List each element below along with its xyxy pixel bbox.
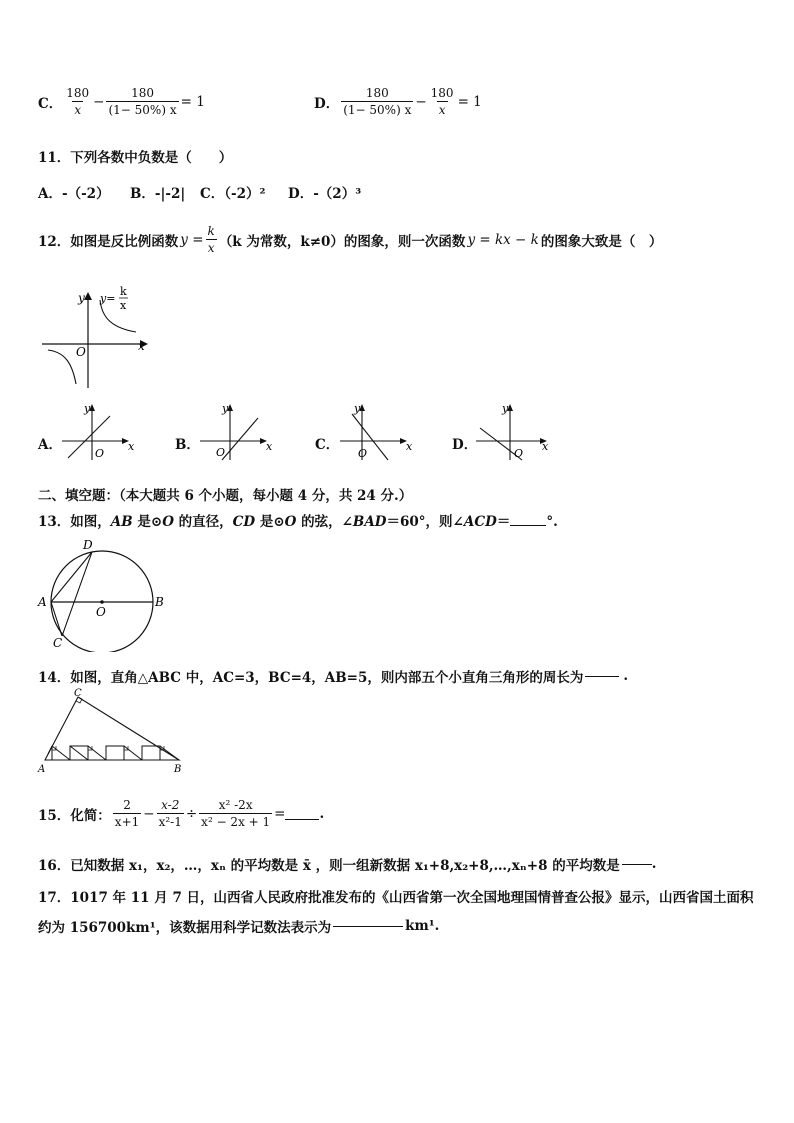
q13-t4: 的弦，∠ bbox=[296, 514, 353, 530]
opt-b-label-o: O bbox=[216, 446, 226, 459]
q10-c-eq: = 1 bbox=[180, 94, 205, 110]
opt-c-label-x: x bbox=[406, 440, 413, 453]
q15-label: 15．化简： bbox=[38, 808, 111, 824]
q13-label-c: C bbox=[53, 636, 63, 650]
q12-func-lhs: y = bbox=[180, 232, 204, 248]
q14-label-a: A bbox=[38, 764, 46, 774]
q13-stem bbox=[38, 510, 558, 530]
q15-expression bbox=[38, 798, 324, 830]
q12-func-frac: $\frac{k}{x}$ bbox=[207, 224, 215, 255]
q12-label-func: y= bbox=[100, 292, 116, 305]
q13-label-b: B bbox=[155, 595, 164, 609]
q12-option-d-label: D． bbox=[452, 437, 478, 453]
q12-option-a-label: A． bbox=[38, 437, 62, 453]
q13-cd: CD bbox=[232, 514, 256, 530]
q12-hyperbola-branch-2 bbox=[48, 350, 76, 384]
q13-acd: ACD bbox=[463, 514, 497, 530]
q15-end: . bbox=[319, 806, 325, 822]
q13-t2: 的直径， bbox=[173, 514, 233, 530]
q12-label-x: x bbox=[138, 339, 145, 353]
q15-answer-blank[interactable] bbox=[285, 819, 319, 820]
q13-label-o: O bbox=[96, 605, 106, 619]
q14-small-hyp-3 bbox=[124, 746, 142, 760]
q17-line-2 bbox=[38, 916, 439, 936]
opt-c-label-o: O bbox=[358, 447, 368, 460]
q13-t3: 是⊙ bbox=[255, 514, 285, 530]
opt-d-label-o: O bbox=[514, 447, 524, 460]
opt-a-label-x: x bbox=[128, 440, 135, 453]
q10-c-frac2: $\frac{180}{(1- 50\%) x}$ bbox=[108, 86, 177, 117]
q15-frac3: $\frac{\text{x² -2x}}{\text{x² − 2x + 1}}$ bbox=[201, 798, 271, 829]
opt-b-label-y: y bbox=[222, 402, 229, 415]
q12-label-y: y bbox=[78, 291, 85, 305]
q10-option-c bbox=[38, 86, 205, 118]
q17-line2-post: km¹. bbox=[405, 918, 440, 934]
q12-option-b-graph bbox=[196, 400, 276, 462]
opt-d-label-x: x bbox=[542, 440, 549, 453]
q12-option-d-graph bbox=[472, 400, 552, 462]
q16-stem-text: 16．已知数据 x₁，x₂，…，xₙ 的平均数是 x̄ ，则一组新数据 x₁+8,x₂+8,…,xₙ+8 的平均数是 bbox=[38, 858, 620, 874]
q15-div: ÷ bbox=[185, 806, 198, 822]
q13-o2: O bbox=[284, 514, 297, 530]
q16-answer-blank[interactable] bbox=[622, 864, 652, 865]
q13-bad: BAD bbox=[352, 514, 387, 530]
q12-y-arrow bbox=[84, 292, 92, 300]
q13-t1: 是⊙ bbox=[132, 514, 163, 530]
q13-pre: 13．如图， bbox=[38, 514, 111, 530]
q17-answer-blank[interactable] bbox=[333, 926, 403, 927]
q15-minus: − bbox=[143, 806, 155, 822]
q12-stem-pre: 12．如图是反比例函数 bbox=[38, 234, 179, 250]
q13-circle-figure bbox=[36, 536, 176, 652]
q12-label-k: k bbox=[120, 285, 127, 298]
q13-t6: ＝ bbox=[496, 514, 511, 530]
q13-ab: AB bbox=[110, 514, 133, 530]
opt-c-label-y: y bbox=[354, 402, 361, 415]
q15-frac2: $\frac{x-2}{\text{x²-1}}$ bbox=[158, 798, 182, 829]
opt-a-label-o: O bbox=[95, 447, 105, 460]
opt-b-line bbox=[222, 418, 258, 460]
q10-d-label: D． bbox=[314, 96, 340, 112]
q13-answer-blank[interactable] bbox=[510, 525, 546, 526]
q11-option-a: A．-（-2） bbox=[38, 186, 110, 202]
opt-d-label-y: y bbox=[502, 402, 509, 415]
q16-stem bbox=[38, 854, 656, 874]
q14-stem-text: 14．如图，直角△ABC 中，AC=3，BC=4，AB=5，则内部五个小直角三角形的周长为 bbox=[38, 670, 584, 686]
q12-stem-post: 的图象大致是（ ） bbox=[540, 234, 663, 250]
q15-frac1: $\frac{2}{x+1}$ bbox=[114, 798, 140, 829]
q13-t5: ＝60°，则∠ bbox=[386, 514, 464, 530]
q11-option-d: D．-（2）³ bbox=[288, 186, 362, 202]
opt-b-label-x: x bbox=[266, 440, 273, 453]
q10-c-frac1: $\frac{180}{x}$ bbox=[66, 86, 90, 117]
q15-eq: = bbox=[274, 806, 286, 822]
section-2-title: 二、填空题：（本大题共 6 个小题，每小题 4 分，共 24 分.） bbox=[38, 488, 413, 504]
q14-end: . bbox=[623, 668, 629, 684]
q10-d-frac1: $\frac{180}{(1- 50\%) x}$ bbox=[343, 86, 412, 117]
q11-stem: 11．下列各数中负数是（ ） bbox=[38, 150, 233, 166]
q10-d-eq: = 1 bbox=[457, 94, 482, 110]
q14-small-hyp-1 bbox=[52, 746, 70, 760]
q14-stem bbox=[38, 666, 628, 686]
q12-hyperbola-figure bbox=[38, 284, 158, 392]
opt-a-label-y: y bbox=[84, 402, 91, 415]
q14-staircase bbox=[52, 746, 160, 760]
q12-option-b-label: B． bbox=[175, 437, 200, 453]
q13-chord-ac bbox=[51, 602, 62, 636]
q10-c-minus: − bbox=[93, 94, 105, 110]
q13-o1: O bbox=[162, 514, 174, 530]
q12-stem-mid: （k 为常数，k≠0）的图象，则一次函数 bbox=[218, 234, 466, 250]
q14-small-hyp-2 bbox=[88, 746, 106, 760]
q14-label-c: C bbox=[74, 688, 82, 699]
q12-label-o: O bbox=[76, 345, 86, 359]
q13-t7: °. bbox=[546, 514, 558, 530]
q10-c-label: C． bbox=[38, 96, 63, 112]
q11-option-b: B．-|-2| bbox=[130, 186, 186, 202]
q12-option-a-graph bbox=[58, 400, 138, 462]
q14-small-hyp-4 bbox=[160, 746, 179, 760]
q13-center-dot bbox=[100, 600, 104, 604]
q14-small-tri-1 bbox=[48, 746, 52, 754]
q12-stem bbox=[38, 224, 662, 256]
q12-option-c-label: C． bbox=[315, 437, 340, 453]
q14-big-triangle bbox=[45, 697, 179, 760]
q16-end: . bbox=[651, 856, 657, 872]
q14-label-b: B bbox=[174, 764, 182, 774]
q12-linear: y = kx − k bbox=[467, 232, 539, 248]
q17-line-1: 17．1017 年 11 月 7 日，山西省人民政府批准发布的《山西省第一次全国地理国情普查公报》显示，山西省国土面积 bbox=[38, 890, 754, 906]
q14-small-hyp-5 bbox=[70, 746, 88, 760]
q14-answer-blank[interactable] bbox=[585, 676, 619, 677]
q11-option-c: C．（-2）² bbox=[200, 186, 266, 202]
q10-d-frac2: $\frac{180}{x}$ bbox=[430, 86, 454, 117]
q10-option-d bbox=[314, 86, 482, 118]
q13-label-a: A bbox=[38, 595, 47, 609]
q17-line2-pre: 约为 156700km¹，该数据用科学记数法表示为 bbox=[38, 920, 332, 936]
q10-d-minus: − bbox=[415, 94, 427, 110]
q14-triangle-figure bbox=[36, 688, 186, 774]
q13-label-d: D bbox=[83, 538, 93, 552]
q12-label-x-den: x bbox=[120, 299, 127, 312]
q12-option-c-graph bbox=[336, 400, 416, 462]
